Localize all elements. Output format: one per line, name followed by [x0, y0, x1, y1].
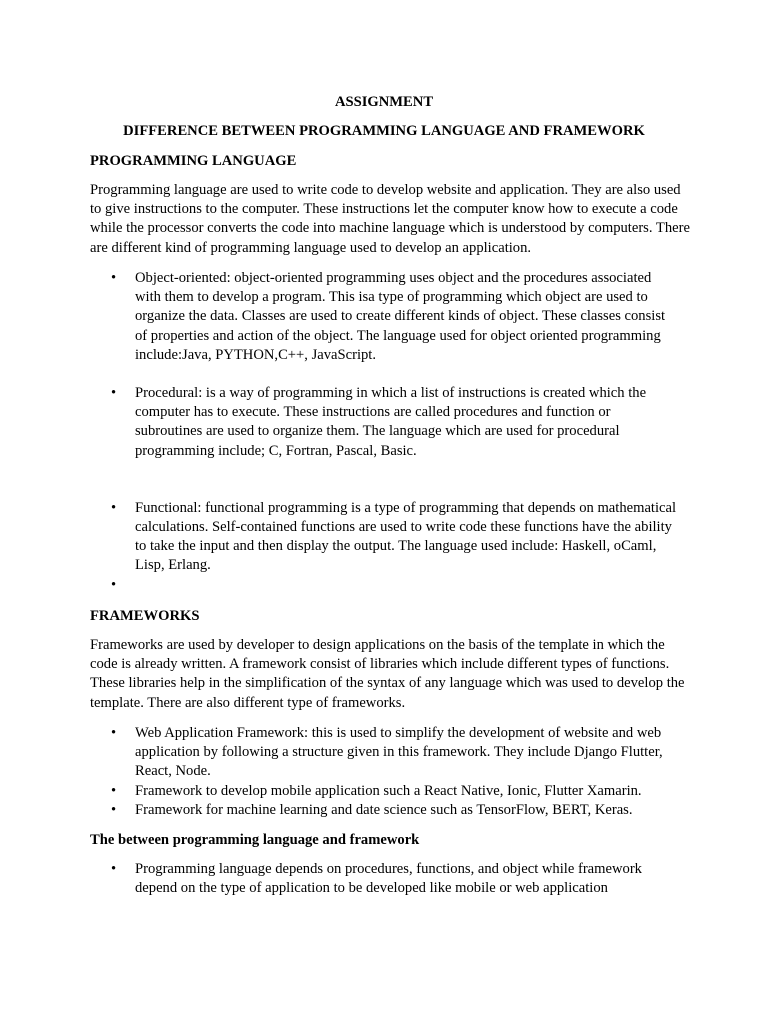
section-heading-difference: The between programming language and framework	[90, 832, 420, 848]
bullet-icon: •	[111, 861, 117, 877]
section-heading-programming-language: PROGRAMMING LANGUAGE	[90, 153, 297, 169]
list-item	[0, 499, 680, 576]
bullet-icon: •	[111, 576, 117, 593]
bullet-text-procedural: Procedural: is a way of programming in which a list of instructions is created which the computer has to execute. These instructions are called procedures and function or subroutines are used to organize them. The language which are used for procedural programming include; C, Fortran, Pascal, Basic.	[135, 385, 647, 459]
frameworks-intro: Frameworks are used by developer to design applications on the basis of the template in which the code is already written. A framework consist of libraries which include different types of functions. These libraries help in the simplification of the syntax of any language which was used to develop the template. There are also different type of frameworks.	[90, 637, 685, 711]
bullet-text-mobile-framework: Framework to develop mobile application such a React Native, Ionic, Flutter Xamarin.	[135, 782, 642, 799]
bullet-icon: •	[111, 499, 117, 516]
bullet-text-web-framework: Web Application Framework: this is used to simplify the development of website and web application by following a structure given in this framework. They include Django Flutter, React, Node.	[135, 725, 663, 780]
list-item	[0, 384, 680, 461]
programming-language-intro: Programming language are used to write code to develop website and application. They are also used to give instructions to the computer. These instructions let the computer know how to execute a code while the processor converts the code into machine language which is understood by computers. There are different kind of programming language used to develop an application.	[90, 182, 690, 256]
bullet-text-ml-framework: Framework for machine learning and date science such as TensorFlow, BERT, Keras.	[135, 801, 633, 818]
frameworks-bullet-list	[0, 724, 768, 820]
document-subtitle: DIFFERENCE BETWEEN PROGRAMMING LANGUAGE AND FRAMEWORK	[123, 123, 645, 139]
programming-language-bullet-list	[0, 269, 768, 595]
section-heading-frameworks: FRAMEWORKS	[90, 608, 200, 624]
list-item	[0, 782, 680, 801]
bullet-icon: •	[111, 782, 117, 799]
document-title: ASSIGNMENT	[334, 94, 434, 110]
list-item	[0, 724, 680, 782]
list-item	[0, 269, 680, 365]
difference-bullet-list	[0, 860, 768, 898]
list-item	[0, 801, 680, 820]
bullet-icon: •	[111, 725, 117, 741]
bullet-icon: •	[111, 801, 117, 818]
list-item	[0, 860, 680, 898]
bullet-icon: •	[111, 270, 117, 286]
bullet-text-object-oriented: Object-oriented: object-oriented programming uses object and the procedures associated with them to develop a program. This isa type of programming which object are used to organize the data. Classes are used to create different kinds of object. These classes consist of properties and action of the object. The language used for object oriented programming include:Java, PYTHON,C++, JavaScript.	[135, 270, 666, 363]
bullet-icon: •	[111, 385, 117, 402]
bullet-text-difference: Programming language depends on procedures, functions, and object while framework depend on the type of application to be developed like mobile or web application	[135, 861, 642, 897]
bullet-text-functional: Functional: functional programming is a type of programming that depends on mathematical calculations. Self-contained functions are used to write code these functions have the ability to take the input and then display the output. The language used include: Haskell, oCaml, Lisp, Erlang.	[135, 499, 677, 574]
list-item	[0, 576, 680, 595]
